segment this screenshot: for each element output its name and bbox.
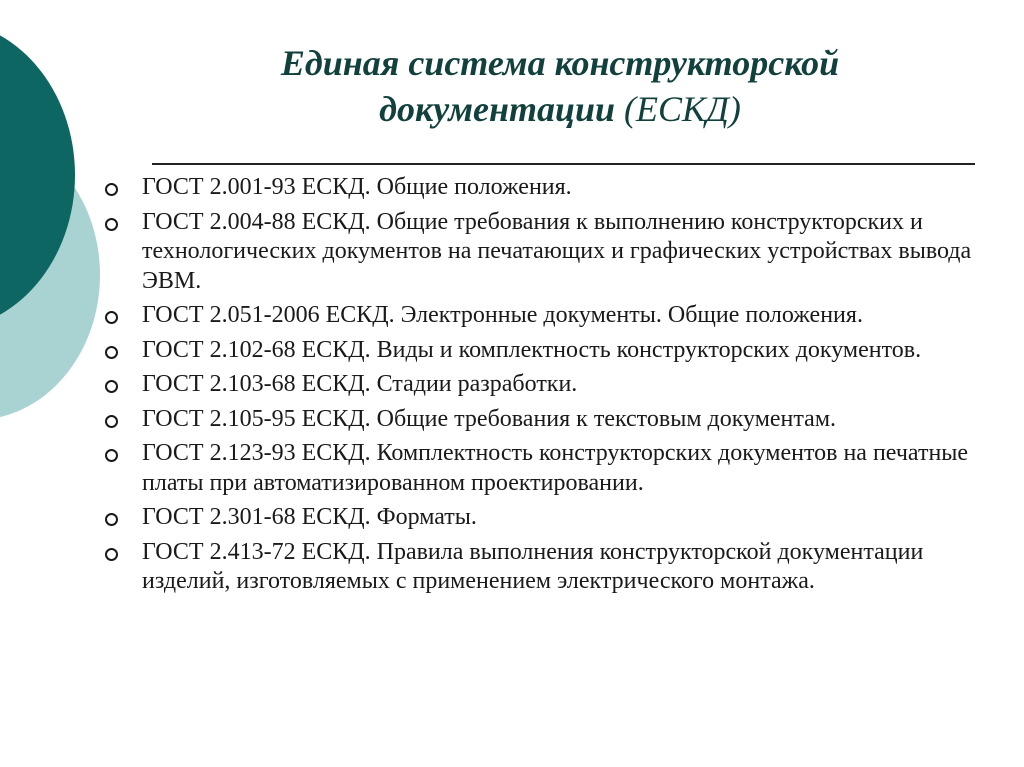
- list-item: [100, 405, 980, 435]
- list-item-text: ГОСТ 2.102-68 ЕСКД. Виды и комплектность конструкторских документов.: [142, 336, 922, 363]
- bullet-circle-icon: [105, 415, 118, 428]
- list-item: [100, 301, 980, 331]
- list-item-text: ГОСТ 2.004-88 ЕСКД. Общие требования к выполнению конструкторских и технологических документов на печатающих и графических устройствах вывода ЭВМ.: [142, 208, 972, 294]
- list-item-text: ГОСТ 2.001-93 ЕСКД. Общие положения.: [142, 174, 572, 200]
- bullet-circle-icon: [105, 380, 118, 393]
- title-line-2: [150, 86, 970, 132]
- standards-list: [100, 173, 980, 602]
- title-line-2-main: документации: [379, 89, 616, 129]
- title-abbreviation: (ЕСКД): [615, 89, 741, 129]
- list-item: [100, 336, 980, 366]
- list-item-text: ГОСТ 2.051-2006 ЕСКД. Электронные документы. Общие положения.: [142, 302, 863, 328]
- list-item: [100, 370, 980, 400]
- list-item-text: ГОСТ 2.105-95 ЕСКД. Общие требования к текстовым документам.: [142, 405, 837, 432]
- list-item: [100, 208, 980, 297]
- bullet-circle-icon: [105, 449, 118, 462]
- list-item-text: ГОСТ 2.413-72 ЕСКД. Правила выполнения конструкторской документации изделий, изготовляемых с применением электрического монтажа.: [142, 538, 924, 594]
- list-item-text: ГОСТ 2.103-68 ЕСКД. Стадии разработки.: [142, 371, 578, 397]
- bullet-circle-icon: [105, 311, 118, 324]
- bullet-circle-icon: [105, 513, 118, 526]
- bullet-circle-icon: [105, 183, 118, 196]
- bullet-circle-icon: [105, 346, 118, 359]
- slide-title: [150, 40, 970, 132]
- list-item: [100, 173, 980, 203]
- title-divider: [152, 163, 975, 165]
- list-item: [100, 503, 980, 533]
- bullet-circle-icon: [105, 218, 118, 231]
- list-item: [100, 538, 980, 597]
- list-item: [100, 439, 980, 498]
- bullet-circle-icon: [105, 548, 118, 561]
- list-item-text: ГОСТ 2.301-68 ЕСКД. Форматы.: [142, 504, 477, 530]
- list-item-text: ГОСТ 2.123-93 ЕСКД. Комплектность конструкторских документов на печатные платы при автоматизированном проектировании.: [142, 440, 969, 496]
- title-line-1: Единая система конструкторской: [280, 43, 840, 83]
